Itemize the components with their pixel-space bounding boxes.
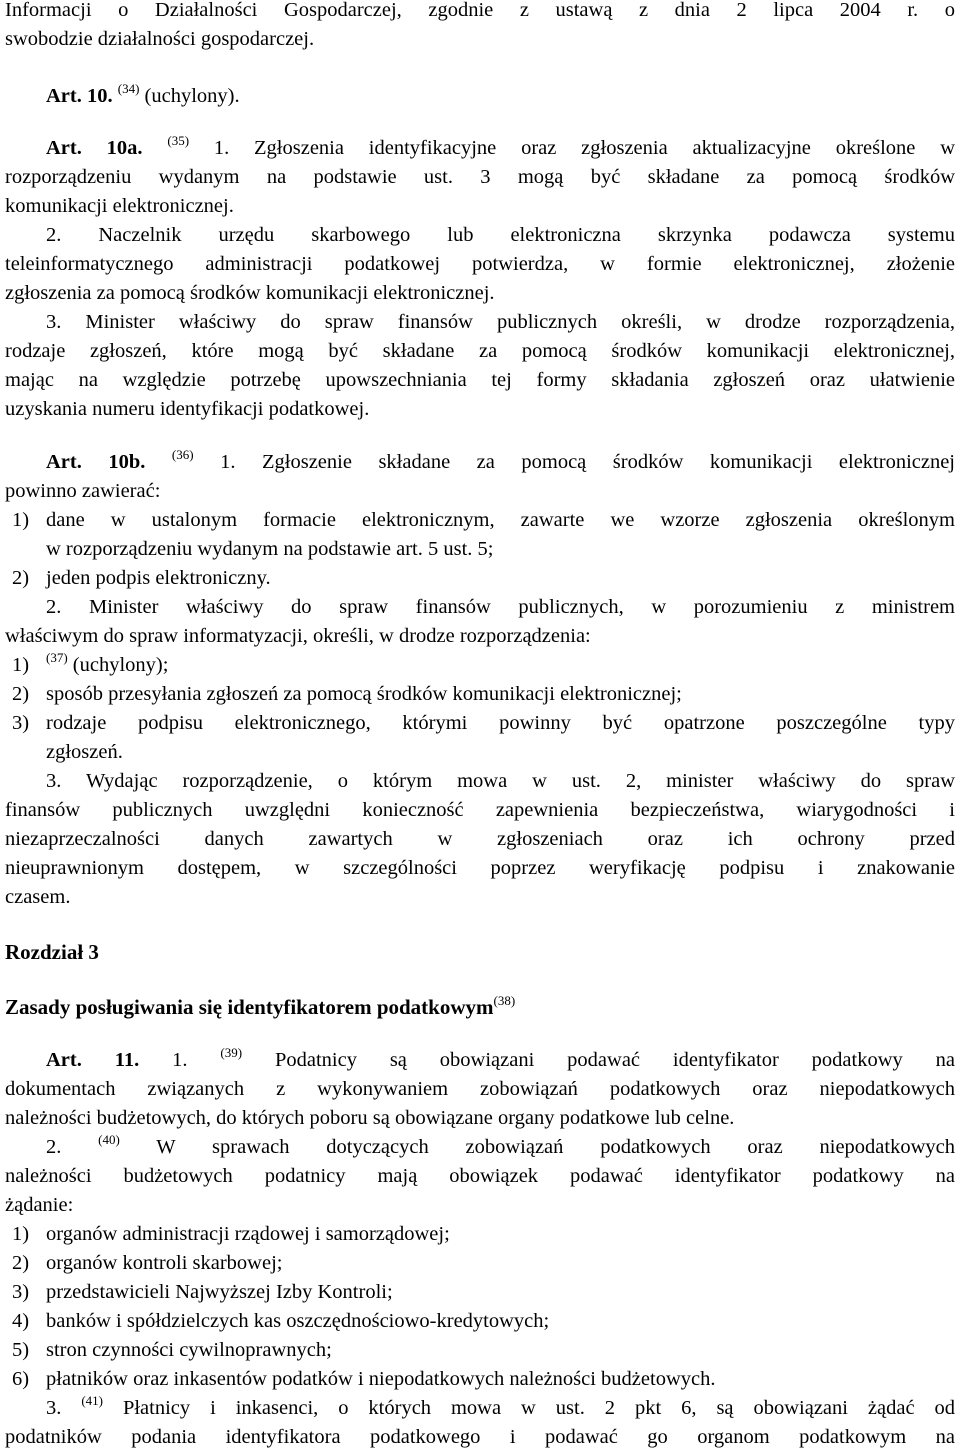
text-line: zgłoszeń. xyxy=(46,741,123,763)
text-line: niezaprzeczalności danych zawartych w zgłoszeniach oraz ich ochrony przed xyxy=(5,828,955,850)
text-line: komunikacji elektronicznej. xyxy=(5,195,234,217)
footnote-ref: (39) xyxy=(220,1045,243,1060)
text-line: 2. Naczelnik urzędu skarbowego lub elektroniczna skrzynka podawcza systemu xyxy=(46,224,955,246)
chapter-title: Zasady posługiwania się identyfikatorem podatkowym$^{(38)}$ xyxy=(5,993,516,1019)
text-line: mając na względzie potrzebę upowszechniania tej formy składania zgłoszeń oraz ułatwienie xyxy=(5,369,955,391)
article-10b: Art. 10b. $^{(36)}$ 1. Zgłoszenie składane za pomocą środków komunikacji elektronicznej xyxy=(46,447,956,473)
text-line: zgłoszenia za pomocą środków komunikacji elektronicznej. xyxy=(5,282,495,304)
text-line: 3. Wydając rozporządzenie, o którym mowa w ust. 2, minister właściwy do spraw xyxy=(46,770,955,792)
footnote-ref: (37) xyxy=(46,650,68,665)
text-line: swobodzie działalności gospodarczej. xyxy=(5,28,315,50)
text-line: żądanie: xyxy=(5,1194,74,1216)
text-line: podatników podania identyfikatora podatkowego i podawać go organom podatkowym na xyxy=(5,1426,955,1448)
footnote-ref: (38) xyxy=(493,993,516,1008)
text-line: rodzaje zgłoszeń, które mogą być składane za pomocą środków komunikacji elektronicznej, xyxy=(5,340,955,362)
text-line: rozporządzeniu wydanym na podstawie ust. 3 mogą być składane za pomocą środków xyxy=(5,166,955,188)
text-line: 2. $^{(40)}$ W sprawach dotyczących zobowiązań podatkowych oraz niepodatkowych xyxy=(46,1132,955,1158)
text-line: dokumentach związanych z wykonywaniem zobowiązań podatkowych oraz niepodatkowych xyxy=(5,1078,955,1100)
footnote-ref: (41) xyxy=(81,1393,103,1408)
text-line: należności budżetowych podatnicy mają obowiązek podawać identyfikator podatkowy na xyxy=(5,1165,955,1187)
article-label: Art. 10a. xyxy=(46,137,143,159)
text-line: właściwym do spraw informatyzacji, określi, w drodze rozporządzenia: xyxy=(5,625,591,647)
chapter-heading: Rozdział 3 xyxy=(5,940,99,964)
text-line: powinno zawierać: xyxy=(5,480,161,502)
article-label: Art. 11. xyxy=(46,1049,140,1071)
text-line: uzyskania numeru identyfikacji podatkowej. xyxy=(5,398,370,420)
article-10: Art. 10. $^{(34)}$ (uchylony). xyxy=(46,81,240,107)
article-10a: Art. 10a. $^{(35)}$ 1. Zgłoszenia identyfikacyjne oraz zgłoszenia aktualizacyjne określone w xyxy=(46,133,956,159)
article-11: Art. 11. 1. $^{(39)}$ Podatnicy są obowiązani podawać identyfikator podatkowy na xyxy=(46,1045,956,1071)
footnote-ref: (35) xyxy=(167,133,190,148)
footnote-ref: (36) xyxy=(171,447,194,462)
text-line: 3. Minister właściwy do spraw finansów publicznych określi, w drodze rozporządzenia, xyxy=(46,311,955,333)
article-label: Art. 10. xyxy=(46,85,113,107)
text-line: teleinformatycznego administracji podatkowej potwierdza, w formie elektronicznej, złożenie xyxy=(5,253,955,275)
text-line: 3. $^{(41)}$ Płatnicy i inkasenci, o których mowa w ust. 2 pkt 6, są obowiązani żądać od xyxy=(46,1393,956,1419)
article-label: Art. 10b. xyxy=(46,451,146,473)
footnote-ref: (34) xyxy=(117,81,140,96)
text-line: 2. Minister właściwy do spraw finansów publicznych, w porozumieniu z ministrem xyxy=(46,596,955,618)
text-line: nieuprawnionym dostępem, w szczególności poprzez weryfikację podpisu i znakowanie xyxy=(5,857,955,879)
text-line: finansów publicznych uwzględni konieczność zapewnienia bezpieczeństwa, wiarygodności i xyxy=(5,799,955,821)
text-line: w rozporządzeniu wydanym na podstawie art. 5 ust. 5; xyxy=(46,538,494,560)
text-line: należności budżetowych, do których poboru są obowiązane organy podatkowe lub celne. xyxy=(5,1107,735,1129)
footnote-ref: (40) xyxy=(98,1132,120,1147)
text-line: Informacji o Działalności Gospodarczej, zgodnie z ustawą z dnia 2 lipca 2004 r. o xyxy=(5,0,955,21)
text-line: czasem. xyxy=(5,886,71,908)
